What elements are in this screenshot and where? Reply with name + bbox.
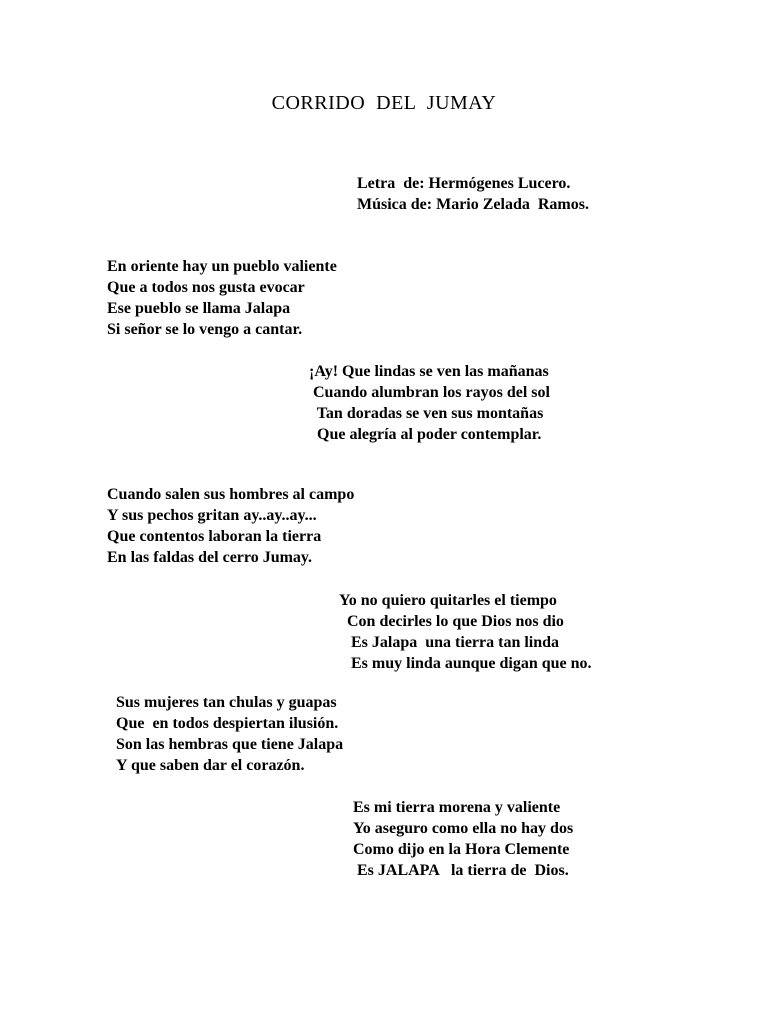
verse-line: Y que saben dar el corazón. bbox=[116, 757, 305, 774]
verse-line: Que contentos laboran la tierra bbox=[107, 528, 322, 545]
verse-line: Que a todos nos gusta evocar bbox=[107, 279, 305, 296]
verse-line: Como dijo en la Hora Clemente bbox=[353, 841, 570, 858]
verse-line: Sus mujeres tan chulas y guapas bbox=[116, 694, 337, 711]
verse-line: En oriente hay un pueblo valiente bbox=[107, 258, 337, 275]
stanza-1 bbox=[107, 256, 337, 340]
verse-line: Con decirles lo que Dios nos dio bbox=[339, 613, 564, 630]
verse-line: Y sus pechos gritan ay..ay..ay... bbox=[107, 507, 317, 524]
verse-line: Cuando salen sus hombres al campo bbox=[107, 486, 355, 503]
verse-line: Yo no quiero quitarles el tiempo bbox=[339, 592, 557, 609]
song-credits bbox=[357, 173, 589, 215]
verse-line: Tan doradas se ven sus montañas bbox=[309, 405, 544, 422]
lyrics-credit: Letra de: Hermógenes Lucero. bbox=[357, 175, 571, 192]
verse-line: Es mi tierra morena y valiente bbox=[353, 799, 561, 816]
stanza-3 bbox=[107, 484, 354, 568]
stanza-6 bbox=[353, 797, 573, 881]
stanza-4 bbox=[339, 590, 592, 674]
verse-line: Que alegría al poder contemplar. bbox=[309, 426, 542, 443]
verse-line: Que en todos despiertan ilusión. bbox=[116, 715, 339, 732]
verse-line: ¡Ay! Que lindas se ven las mañanas bbox=[309, 363, 549, 380]
stanza-5 bbox=[116, 692, 343, 776]
verse-line: Ese pueblo se llama Jalapa bbox=[107, 300, 291, 317]
music-credit: Música de: Mario Zelada Ramos. bbox=[357, 196, 589, 213]
stanza-2 bbox=[309, 361, 550, 445]
verse-line: Es JALAPA la tierra de Dios. bbox=[353, 862, 569, 879]
verse-line: En las faldas del cerro Jumay. bbox=[107, 549, 313, 566]
verse-line: Cuando alumbran los rayos del sol bbox=[309, 384, 550, 401]
verse-line: Si señor se lo vengo a cantar. bbox=[107, 321, 303, 338]
verse-line: Yo aseguro como ella no hay dos bbox=[353, 820, 574, 837]
verse-line: Son las hembras que tiene Jalapa bbox=[116, 736, 344, 753]
verse-line: Es Jalapa una tierra tan linda bbox=[339, 634, 560, 651]
song-title: CORRIDO DEL JUMAY bbox=[271, 92, 497, 114]
verse-line: Es muy linda aunque digan que no. bbox=[339, 655, 592, 672]
